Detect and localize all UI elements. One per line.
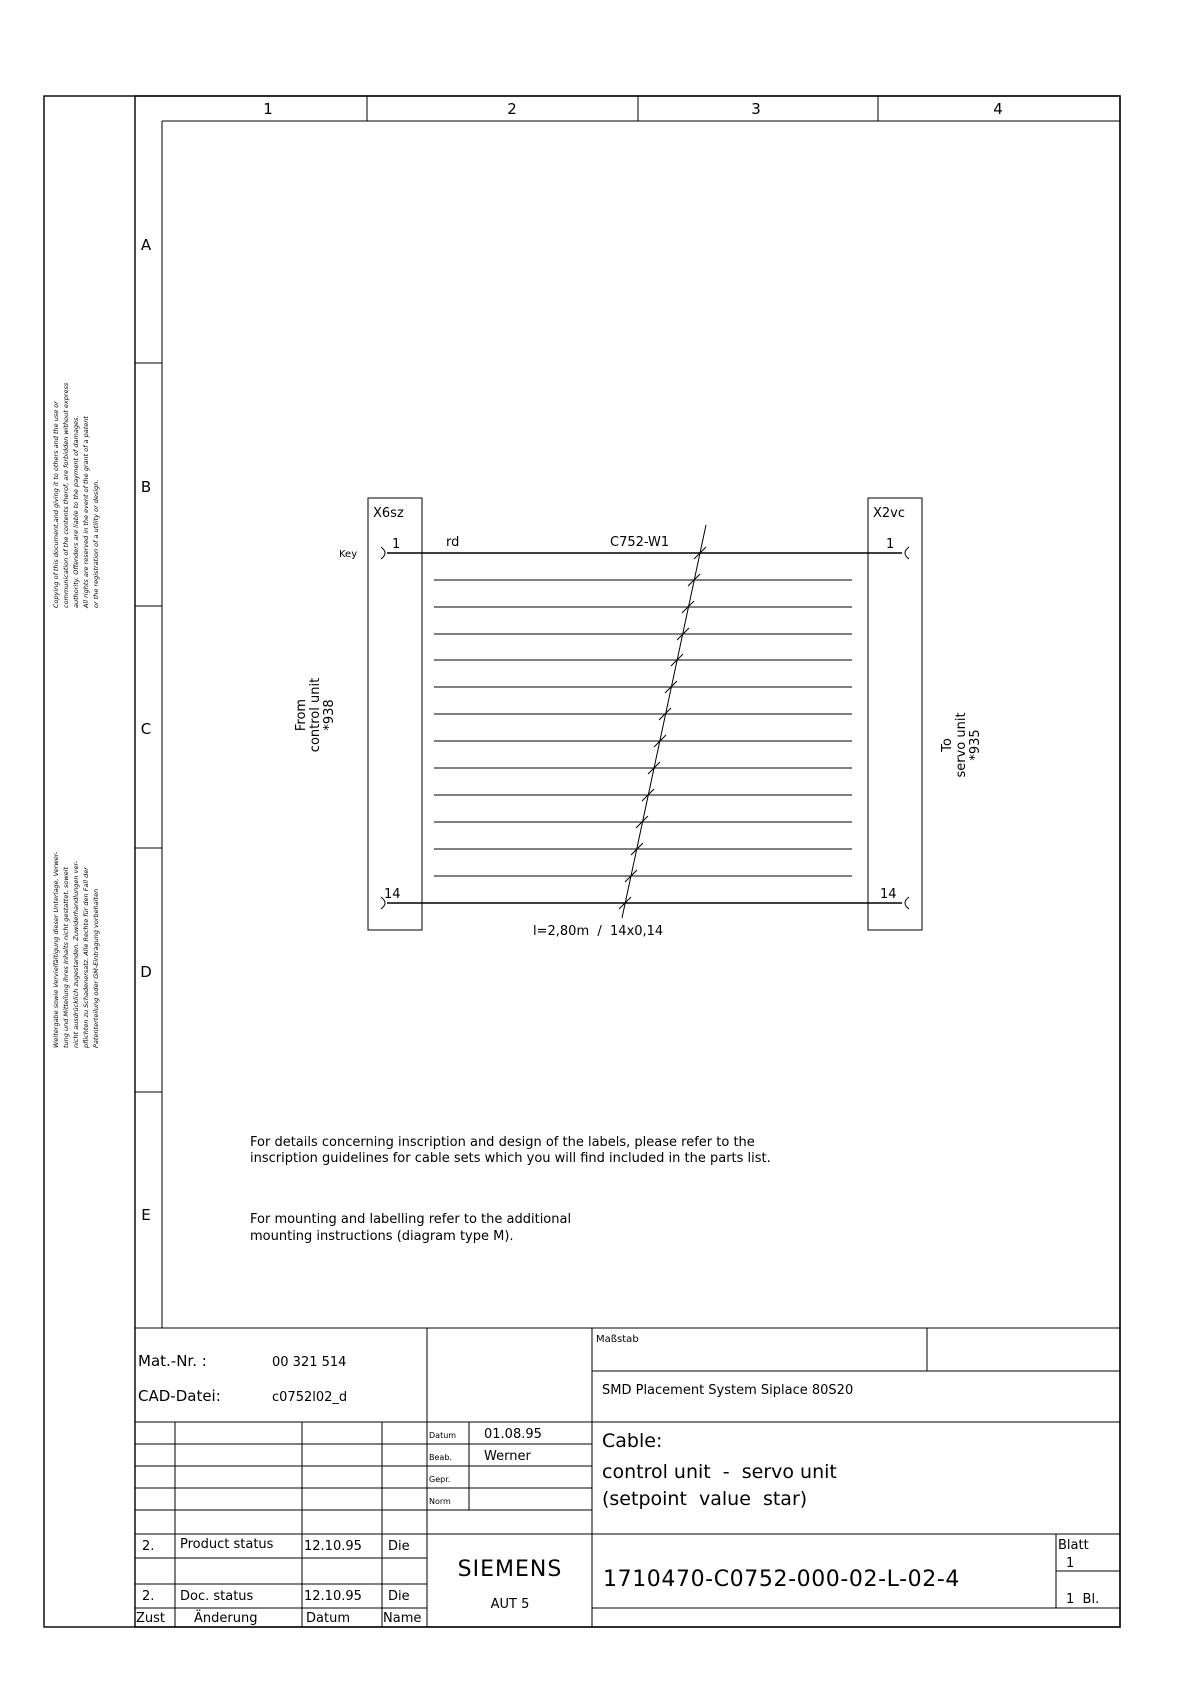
wire-color-label: rd	[446, 535, 460, 550]
row-letter: D	[140, 963, 152, 981]
note-line: inscription guidelines for cable sets which you will find included in the parts list.	[250, 1151, 771, 1166]
key-label: Key	[339, 549, 358, 560]
svg-text:All rights are reserved in the: All rights are reserved in the event of the grant of a patent	[82, 416, 90, 608]
rev-date: 12.10.95	[304, 1589, 362, 1604]
rev-name: Die	[388, 1539, 410, 1554]
rev-text: Product status	[180, 1537, 274, 1552]
rev-zust: 2.	[142, 1539, 155, 1554]
col-header-datum: Datum	[306, 1611, 350, 1626]
cable-bundle-line	[622, 525, 706, 918]
svg-text:Copying of this document,and g: Copying of this document,and giving it to others and the use or	[52, 401, 60, 608]
beab-value: Werner	[484, 1449, 531, 1464]
mat-value: 00 321 514	[272, 1355, 347, 1370]
row-letter: A	[140, 236, 152, 254]
svg-text:authority. Offenders are liabl: authority. Offenders are liable to the payment of damages.	[72, 415, 80, 608]
col-header-name: Name	[383, 1611, 422, 1626]
column-number: 4	[993, 100, 1003, 118]
rev-text: Doc. status	[180, 1589, 254, 1604]
note-line: mounting instructions (diagram type M).	[250, 1229, 514, 1244]
cable-spec: l=2,80m / 14x0,14	[533, 924, 664, 939]
svg-text:*938: *938	[322, 699, 337, 731]
rev-date: 12.10.95	[304, 1539, 362, 1554]
svg-text:From: From	[294, 698, 309, 732]
left-connector-box	[368, 498, 422, 930]
svg-text:servo unit: servo unit	[954, 712, 969, 778]
datum-label: Datum	[429, 1431, 457, 1440]
drawing-title-line: (setpoint value star)	[602, 1488, 808, 1510]
svg-text:nicht ausdrücklich zugestanden: nicht ausdrücklich zugestanden. Zuwiderhandlungen ver-	[72, 860, 80, 1048]
svg-text:Patenterteilung oder GM-Eintra: Patenterteilung oder GM-Eintragung vorbehalten	[92, 888, 100, 1048]
company-name: SIEMENS	[457, 1557, 563, 1582]
pin-number: 1	[392, 537, 401, 552]
scale-label: Maßstab	[596, 1334, 639, 1345]
svg-text:pflichten zu Schadenersatz. Al: pflichten zu Schadenersatz. Alle Rechte für den Fall der	[82, 867, 90, 1048]
left-connector-label: X6sz	[373, 506, 404, 521]
pin-number: 14	[880, 887, 897, 902]
norm-label: Norm	[429, 1497, 451, 1506]
to-label	[940, 712, 983, 777]
beab-label: Beab.	[429, 1453, 452, 1462]
row-letter: B	[140, 478, 152, 496]
column-number: 1	[263, 100, 273, 118]
drawing-title-line: control unit - servo unit	[602, 1461, 837, 1483]
project-name: SMD Placement System Siplace 80S20	[602, 1383, 854, 1398]
row-letter: E	[141, 1206, 151, 1224]
cad-value: c0752l02_d	[272, 1390, 348, 1405]
drawing-title-line: Cable:	[602, 1430, 663, 1452]
cable-name: C752-W1	[610, 535, 670, 550]
svg-text:communication of the contents: communication of the contents therof, are forbidden without express	[62, 382, 70, 608]
svg-text:*935: *935	[968, 729, 983, 761]
cad-label: CAD-Datei:	[138, 1387, 221, 1405]
blatt-value: 1	[1066, 1556, 1075, 1571]
department: AUT 5	[490, 1597, 530, 1612]
legal-notice-english	[52, 382, 100, 609]
blatt-total: 1 Bl.	[1066, 1592, 1100, 1607]
blatt-label: Blatt	[1058, 1538, 1089, 1553]
pin-number: 14	[384, 887, 401, 902]
column-number: 3	[751, 100, 761, 118]
pin-mark	[905, 547, 909, 559]
drawing-number: 1710470-C0752-000-02-L-02-4	[603, 1567, 961, 1592]
from-label	[294, 678, 337, 752]
datum-value: 01.08.95	[484, 1427, 542, 1442]
svg-text:control unit: control unit	[308, 677, 323, 753]
right-connector-label: X2vc	[873, 506, 906, 521]
pin-number: 1	[886, 537, 895, 552]
right-connector-box	[868, 498, 922, 930]
note-line: For mounting and labelling refer to the additional	[250, 1212, 572, 1227]
pin-mark	[381, 547, 385, 559]
row-letter: C	[140, 720, 152, 738]
svg-text:To: To	[940, 738, 955, 752]
legal-notice-german	[52, 851, 100, 1049]
svg-text:or the registration of a utili: or the registration of a utility or design.	[92, 479, 100, 608]
column-number: 2	[507, 100, 517, 118]
note-line: For details concerning inscription and design of the labels, please refer to the	[250, 1135, 755, 1150]
col-header-aenderung: Änderung	[194, 1611, 258, 1626]
svg-text:tung und Mitteilung ihres Inha: tung und Mitteilung ihres Inhalts nicht gestattet, soweit	[62, 866, 70, 1048]
rev-zust: 2.	[142, 1589, 155, 1604]
gepr-label: Gepr.	[429, 1475, 451, 1484]
pin-mark	[905, 897, 909, 909]
rev-name: Die	[388, 1589, 410, 1604]
mat-label: Mat.-Nr. :	[138, 1352, 207, 1370]
col-header-zust: Zust	[136, 1611, 166, 1626]
svg-text:Weitergabe sowie Vervielfältig: Weitergabe sowie Vervielfältigung dieser Unterlage, Verwer-	[52, 851, 60, 1048]
